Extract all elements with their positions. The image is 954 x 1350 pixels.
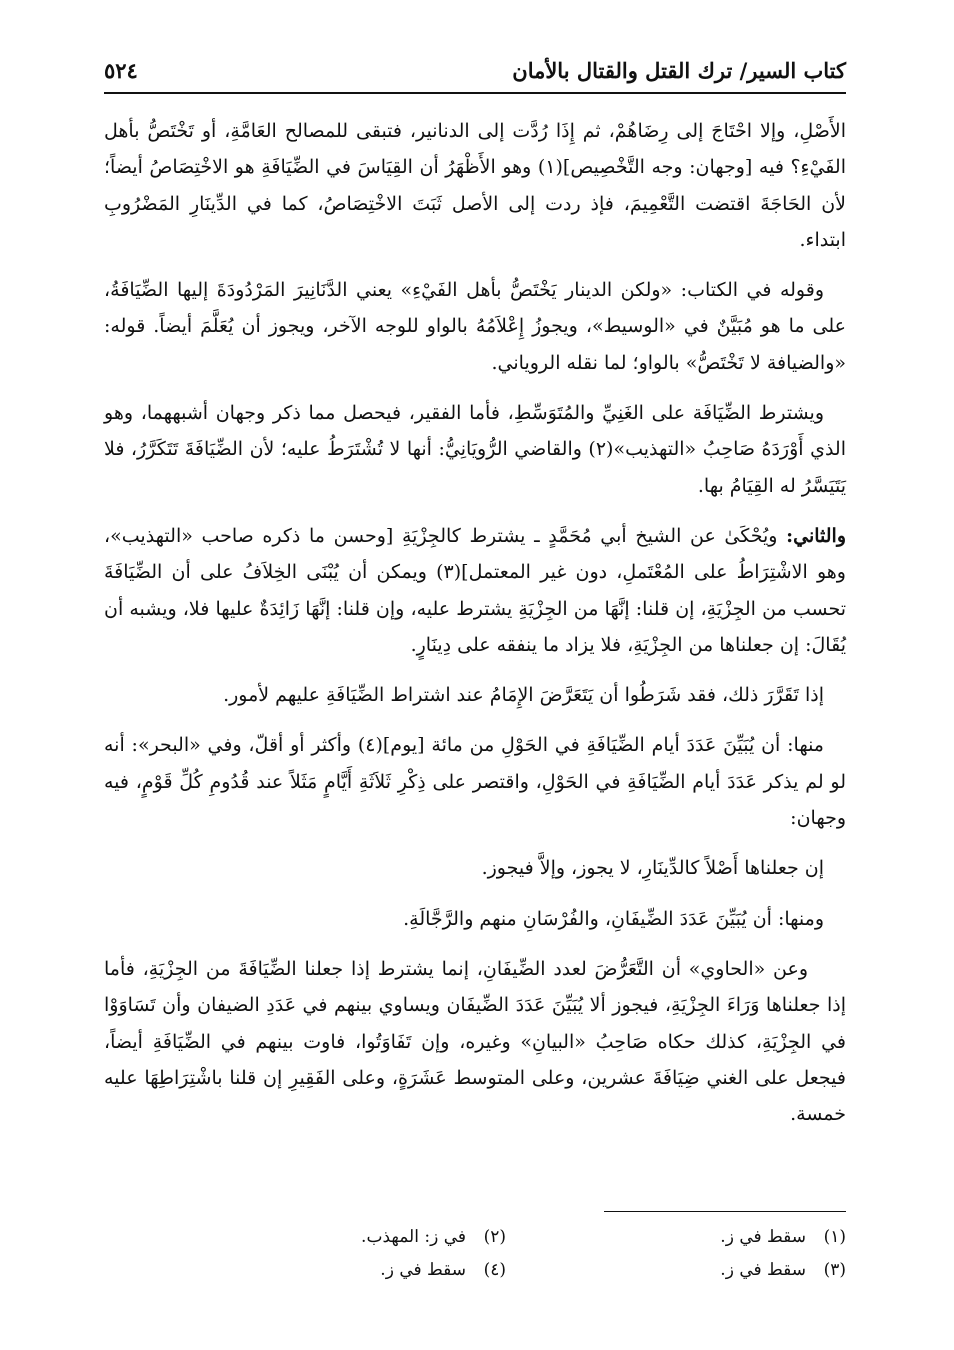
paragraph: ومنها: أن يُبَيِّنَ عَدَدَ الضِّيفَانِ، والفُرْسَانِ منهم والرَّجَّالَةِ. (403, 907, 824, 930)
paragraph: إذا تَقَرَّرَ ذلك، فقد شَرَطُوا أن يَتَعَرَّضَ الإِمَامُ عند اشتراط الضِّيَافَةِ عليهم لأمور. (223, 684, 824, 707)
paragraph: منها: أن يُبَيِّنَ عَدَدَ أيام الضِّيَافَةِ في الحَوْلِ من مائة [يوم](٤) وأكثر أو أقلّ، وفي «البحر»: أنه لو لم يذكر عَدَدَ أيام الضِّيَافَةِ في الحَوْلِ، واقتصر على ذِكْرِ ثَلاَثَةِ أَيَّامٍ مَثَلاً عند قُدُومِ كُلِّ قَوْمٍ، فيه وجهان: (104, 734, 846, 830)
footnote: (١)سقط في ز. (720, 1227, 846, 1247)
footnote: (٣)سقط في ز. (720, 1260, 846, 1280)
page-number: ٥٢٤ (104, 58, 138, 83)
footnotes (104, 1221, 846, 1287)
paragraph: والثاني: ويُحْكَىٰ عن الشيخ أبي مُحَمَّدٍ ـ يشترط كالجِزْيَةِ [وحسن ما ذكره صاحب «التهذيب»، وهو الاشْتِرَاطُ على المُعْتَملِ، دون غير المعتمل](٣) ويمكن أن يُبْنَى الخِلاَفُ على أن الضِّيَافَةَ تحسب من الجِزْيَةِ، إن قلنا: إنَّهَا من الجِزْيَةِ يشترط عليه، وإن قلنا: إنَّهَا زَائِدَةٌ عليها فلا، ويشبه أن يُقَالَ: إن جعلناها من الجِزْيَةِ، فلا يزاد ما ينفقه على دِينَارٍ. (104, 524, 846, 656)
paragraph: وعن «الحاوي» أن التَّعَرُّضَ لعدد الضِّيفَانِ، إنما يشترط إذا جعلنا الضِّيَافَةَ من الجِزْيَةِ، فأما إذا جعلناها وَرَاءَ الجِزْيَةِ، فيجوز ألا يُبَيِّنَ عَدَدَ الضِّيفَان ويساوي بينهم في عَدَدِ الضيفان وأن تَسَاوَوْا في الجِزْيَةِ، كذلك حكاه صَاحِبُ «البيانِ» وغيره، وإن تَفَاوَتُوا، فاوت بينهم في الضِّيَافَةِ أيضاً، فيجعل على الغني ضِيَافَةَ عشرين، وعلى المتوسط عَشَرَةٍ، وعلى الفَقِيرِ إن قلنا باشْتِرَاطِهَا عليه خمسة. (104, 957, 846, 1126)
paragraph: ويشترط الضِّيَافَة على الغَنِيِّ والمُتَوَسِّطِ، فأما الفقير، فيحصل مما ذكر وجهان أشبههما، وهو الذي أَوْرَدَهُ صَاحِبُ «التهذيب»(٢) والقاضي الرُّويَانِيُّ: أنها لا تُشْتَرَطُ عليه؛ لأن الضِّيَافَةَ تَتَكَرَّرُ، فلا يَتَيَسَّرُ له القِيَامُ بها. (104, 402, 846, 497)
footnote: (٤)سقط في ز. (380, 1260, 506, 1280)
paragraph: الأَصْلِ، وإلا احْتَاجَ إلى رِضَاهُمْ، ثم إِذَا رُدَّت إلى الدنانير، فتبقى للمصالح العَامَّةِ، أو تَخْتَصُّ بأهل الفَيْءِ؟ فيه [وجهان: وجه التَّخْصِيص](١) وهو الأَظْهَرُ أن القِيَاسَ في الضِّيَافَةِ هو الاخْتِصَاصُ أيضاً؛ لأن الحَاجَةَ اقتضت التَّعْمِيمَ، فإذ ردت إلى الأصل ثَبَتَ الاخْتِصَاصُ، كما في الدِّينَارِ المَضْرُوبِ ابتداء. (104, 120, 846, 251)
header-divider (104, 92, 846, 94)
footnote-divider (604, 1211, 846, 1212)
chapter-title: كتاب السير/ ترك القتل والقتال بالأمان (512, 58, 846, 83)
running-header (104, 54, 846, 94)
paragraph: وقوله في الكتاب: «ولكن الدينار يَخْتَصُّ بأهل الفَيْءِ» يعني الدَّنَانِيرَ المَرْدُودَةَ إليها الضِّيَافَةُ، على ما هو مُبَيَّنٌ في «الوسيط»، ويجوزُ إِعْلاَمُهُ بالواو للوجه الآخر، ويجوز أن يُعَلَّمَ أيضاً. قوله: «والضيافة لا تَخْتَصُّ» بالواو؛ لما نقله الروياني. (104, 279, 847, 374)
footnote: (٢)في ز: المهذب. (361, 1227, 506, 1247)
main-text (104, 113, 846, 1146)
footnote-row (104, 1221, 846, 1254)
paragraph: إن جعلناها أَصْلاً كالدِّينَارِ، لا يجوز، وإلاَّ فيجوز. (481, 857, 824, 880)
footnote-row (104, 1254, 846, 1287)
